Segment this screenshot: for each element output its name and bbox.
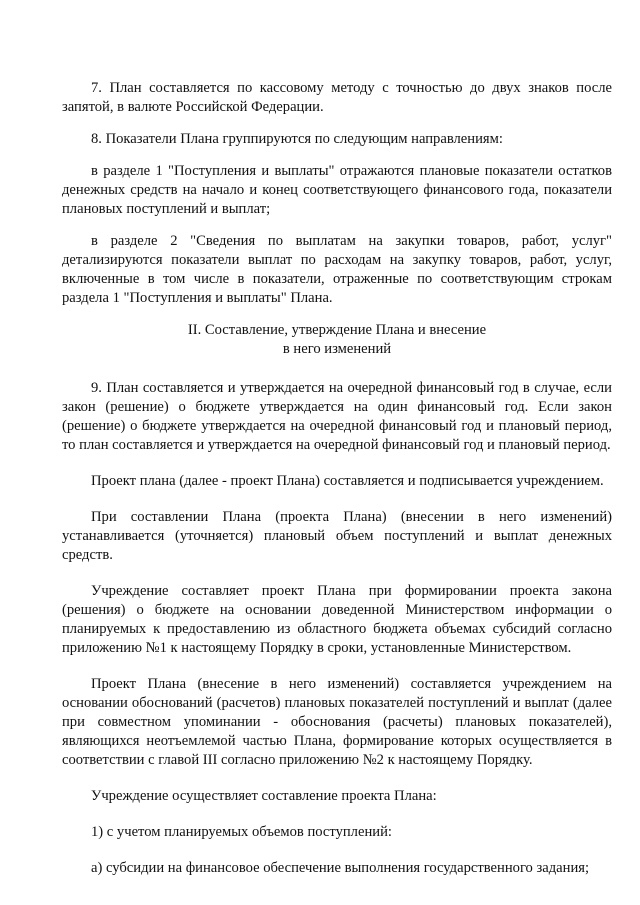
list-item-1: 1) с учетом планируемых объемов поступлений: xyxy=(91,824,392,840)
paragraph-draft-plan: Проект плана (далее - проект Плана) составляется и подписывается учреждением. xyxy=(91,473,604,489)
paragraph-7: 7. План составляется по кассовому методу с точностью до двух знаков после запятой, в валюте Российской Федерации. xyxy=(62,80,612,115)
paragraph-9: 9. План составляется и утверждается на очередной финансовый год в случае, если закон (решение) о бюджете утверждается на один финансовый год. Если закон (решение) о бюджете утверждается на очередной финансовый год и плановый период, то план составляется и утверждается на очередной финансовый год и плановый период. xyxy=(62,380,612,453)
paragraph-8: 8. Показатели Плана группируются по следующим направлениям: xyxy=(91,131,503,147)
paragraph-section-1: в разделе 1 "Поступления и выплаты" отражаются плановые показатели остатков денежных средств на начало и конец соответствующего финансового года, показатели плановых поступлений и выплат; xyxy=(62,163,612,217)
list-item-a: а) субсидии на финансовое обеспечение выполнения государственного задания; xyxy=(91,860,590,876)
section-heading-line-1: II. Составление, утверждение Плана и внесение xyxy=(187,322,487,338)
section-heading-line-2: в него изменений xyxy=(282,341,392,357)
paragraph-plan-volume: При составлении Плана (проекта Плана) (внесении в него изменений) устанавливается (уточняется) плановый объем поступлений и выплат денежных средств. xyxy=(62,509,612,563)
paragraph-drafting: Учреждение осуществляет составление проекта Плана: xyxy=(91,788,437,804)
section-heading xyxy=(62,321,612,359)
paragraph-institution-draft: Учреждение составляет проект Плана при формировании проекта закона (решения) о бюджете на основании доведенной Министерством информации о планируемых к предоставлению из областного бюджета объемах субсидий согласно приложению №1 к настоящему Порядку в сроки, установленные Министерством. xyxy=(62,583,612,656)
paragraph-section-2: в разделе 2 "Сведения по выплатам на закупки товаров, работ, услуг" детализируются показатели выплат по расходам на закупку товаров, работ, услуг, включенные в том числе в показатели, отраженные по соответствующим строкам раздела 1 "Поступления и выплаты" Плана. xyxy=(62,233,612,306)
paragraph-justifications: Проект Плана (внесение в него изменений) составляется учреждением на основании обоснований (расчетов) плановых показателей поступлений и выплат (далее при совместном упоминании - обоснования (расчеты) плановых показателей), являющихся неотъемлемой частью Плана, формирование которых осуществляется в соответствии с главой III согласно приложению №2 к настоящему Порядку. xyxy=(62,676,612,768)
